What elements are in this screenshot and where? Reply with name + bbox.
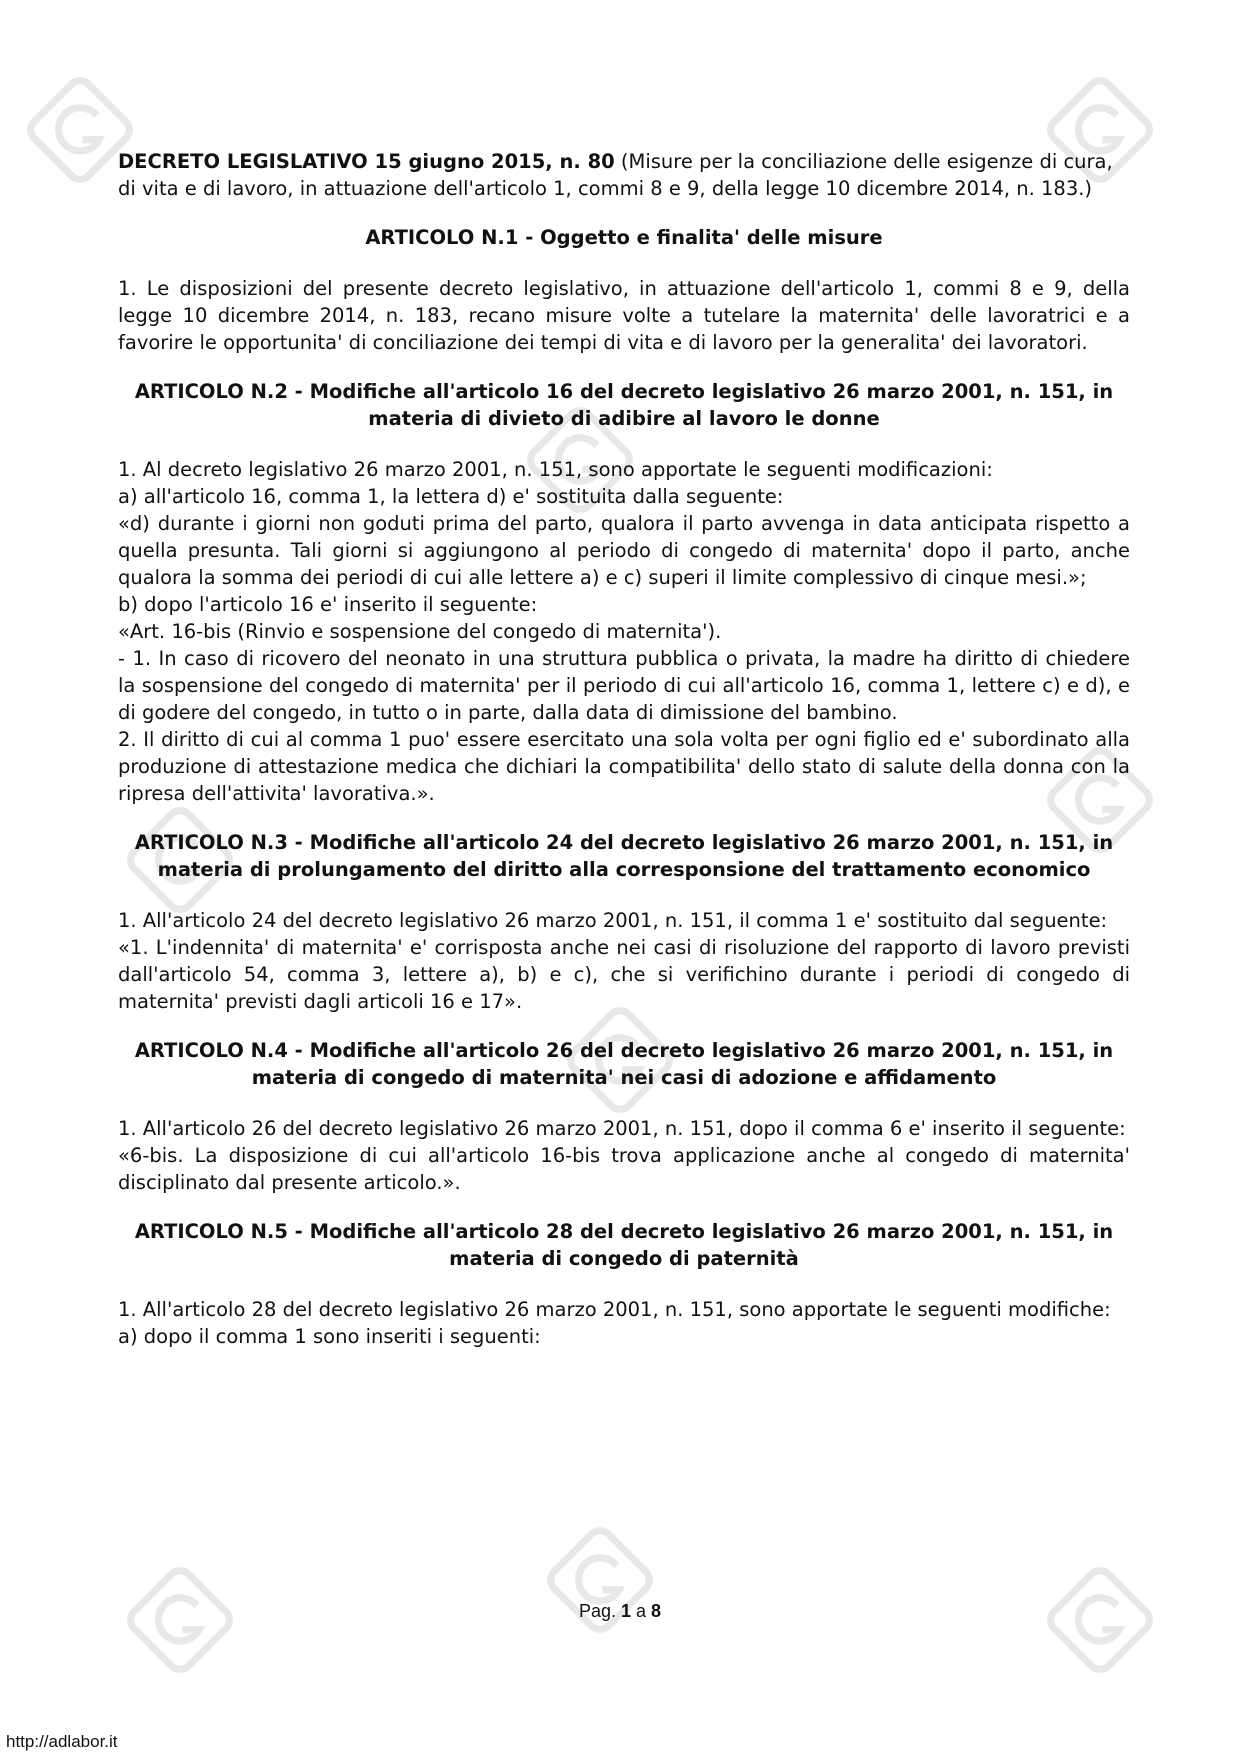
document-page — [118, 148, 1130, 1372]
article-4-heading: ARTICOLO N.4 - Modifiche all'articolo 26 del decreto legislativo 26 marzo 2001, n. 151, in materia di congedo di maternita' nei casi di adozione e affidamento — [134, 1039, 1114, 1089]
article-paragraph: 2. Il diritto di cui al comma 1 puo' essere esercitato una sola volta per ogni figlio ed e' subordinato alla produzione di attestazione medica che dichiari la compatibilita' dello stato di salute della donna con la ripresa dell'attivita' lavorativa.». — [118, 728, 1130, 805]
article-paragraph: - 1. In caso di ricovero del neonato in una struttura pubblica o privata, la madre ha diritto di chiedere la sospensione del congedo di maternita' per il periodo di cui all'articolo 16, comma 1, lettere c) e d), e di godere del congedo, in tutto o in parte, dalla data di dimissione del bambino. — [118, 647, 1130, 724]
article-paragraph: 1. All'articolo 26 del decreto legislativo 26 marzo 2001, n. 151, dopo il comma 6 e' inserito il seguente: — [118, 1117, 1126, 1140]
article-paragraph: «d) durante i giorni non goduti prima del parto, qualora il parto avvenga in data anticipata rispetto a quella presunta. Tali giorni si aggiungono al periodo di congedo di maternita' dopo il parto, anche qualora la somma dei periodi di cui alle lettere a) e c) superi il limite complessivo di cinque mesi.»; — [118, 512, 1130, 589]
decree-subtitle: (Misure per la conciliazione delle esigenze di cura, di vita e di lavoro, in attuazione dell'articolo 1, commi 8 e 9, della legge 10 dicembre 2014, n. 183.) — [118, 150, 1113, 200]
article-paragraph: 1. Al decreto legislativo 26 marzo 2001, n. 151, sono apportate le seguenti modificazioni: — [118, 458, 993, 481]
page-mid: a — [631, 1601, 652, 1621]
article-paragraph: 1. All'articolo 24 del decreto legislativo 26 marzo 2001, n. 151, il comma 1 e' sostituito dal seguente: — [118, 909, 1108, 932]
article-5-heading: ARTICOLO N.5 - Modifiche all'articolo 28 del decreto legislativo 26 marzo 2001, n. 151, in materia di congedo di paternità — [134, 1220, 1114, 1270]
document-intro — [118, 148, 1130, 202]
page-current: 1 — [620, 1601, 631, 1621]
article-paragraph: 1. Le disposizioni del presente decreto legislativo, in attuazione dell'articolo 1, commi 8 e 9, della legge 10 dicembre 2014, n. 183, recano misure volte a tutelare la maternita' delle lavoratrici e a favorire le opportunita' di conciliazione dei tempi di vita e di lavoro per la generalita' dei lavoratori. — [118, 277, 1130, 354]
article-3-body — [118, 907, 1130, 1015]
site-url: http://adlabor.it — [6, 1732, 118, 1751]
page-total: 8 — [651, 1601, 662, 1621]
page-prefix: Pag. — [578, 1601, 621, 1621]
article-1-heading: ARTICOLO N.1 - Oggetto e finalita' delle misure — [365, 226, 883, 249]
article-2-heading: ARTICOLO N.2 - Modifiche all'articolo 16 del decreto legislativo 26 marzo 2001, n. 151, in materia di divieto di adibire al lavoro le donne — [134, 380, 1114, 430]
article-1-body — [118, 275, 1130, 356]
article-paragraph: «6-bis. La disposizione di cui all'articolo 16-bis trova applicazione anche al congedo di maternita' disciplinato dal presente articolo.». — [118, 1144, 1130, 1194]
page-number — [0, 1601, 1240, 1622]
article-paragraph: a) dopo il comma 1 sono inseriti i seguenti: — [118, 1325, 541, 1348]
article-4-body — [118, 1115, 1130, 1196]
g-logo-watermark-icon — [540, 1520, 660, 1640]
article-paragraph: «1. L'indennita' di maternita' e' corrisposta anche nei casi di risoluzione del rapporto di lavoro previsti dall'articolo 54, comma 3, lettere a), b) e c), che si verifichino durante i periodi di congedo di maternita' previsti dagli articoli 16 e 17». — [118, 936, 1130, 1013]
article-3-heading: ARTICOLO N.3 - Modifiche all'articolo 24 del decreto legislativo 26 marzo 2001, n. 151, in materia di prolungamento del diritto alla corresponsione del trattamento economico — [134, 831, 1114, 881]
article-paragraph: 1. All'articolo 28 del decreto legislativo 26 marzo 2001, n. 151, sono apportate le seguenti modifiche: — [118, 1298, 1111, 1321]
article-5-body — [118, 1296, 1130, 1350]
article-2-body — [118, 456, 1130, 807]
article-paragraph: «Art. 16-bis (Rinvio e sospensione del congedo di maternita'). — [118, 620, 722, 643]
article-paragraph: b) dopo l'articolo 16 e' inserito il seguente: — [118, 593, 538, 616]
decree-title: DECRETO LEGISLATIVO 15 giugno 2015, n. 80 — [118, 150, 615, 173]
article-paragraph: a) all'articolo 16, comma 1, la lettera d) e' sostituita dalla seguente: — [118, 485, 784, 508]
